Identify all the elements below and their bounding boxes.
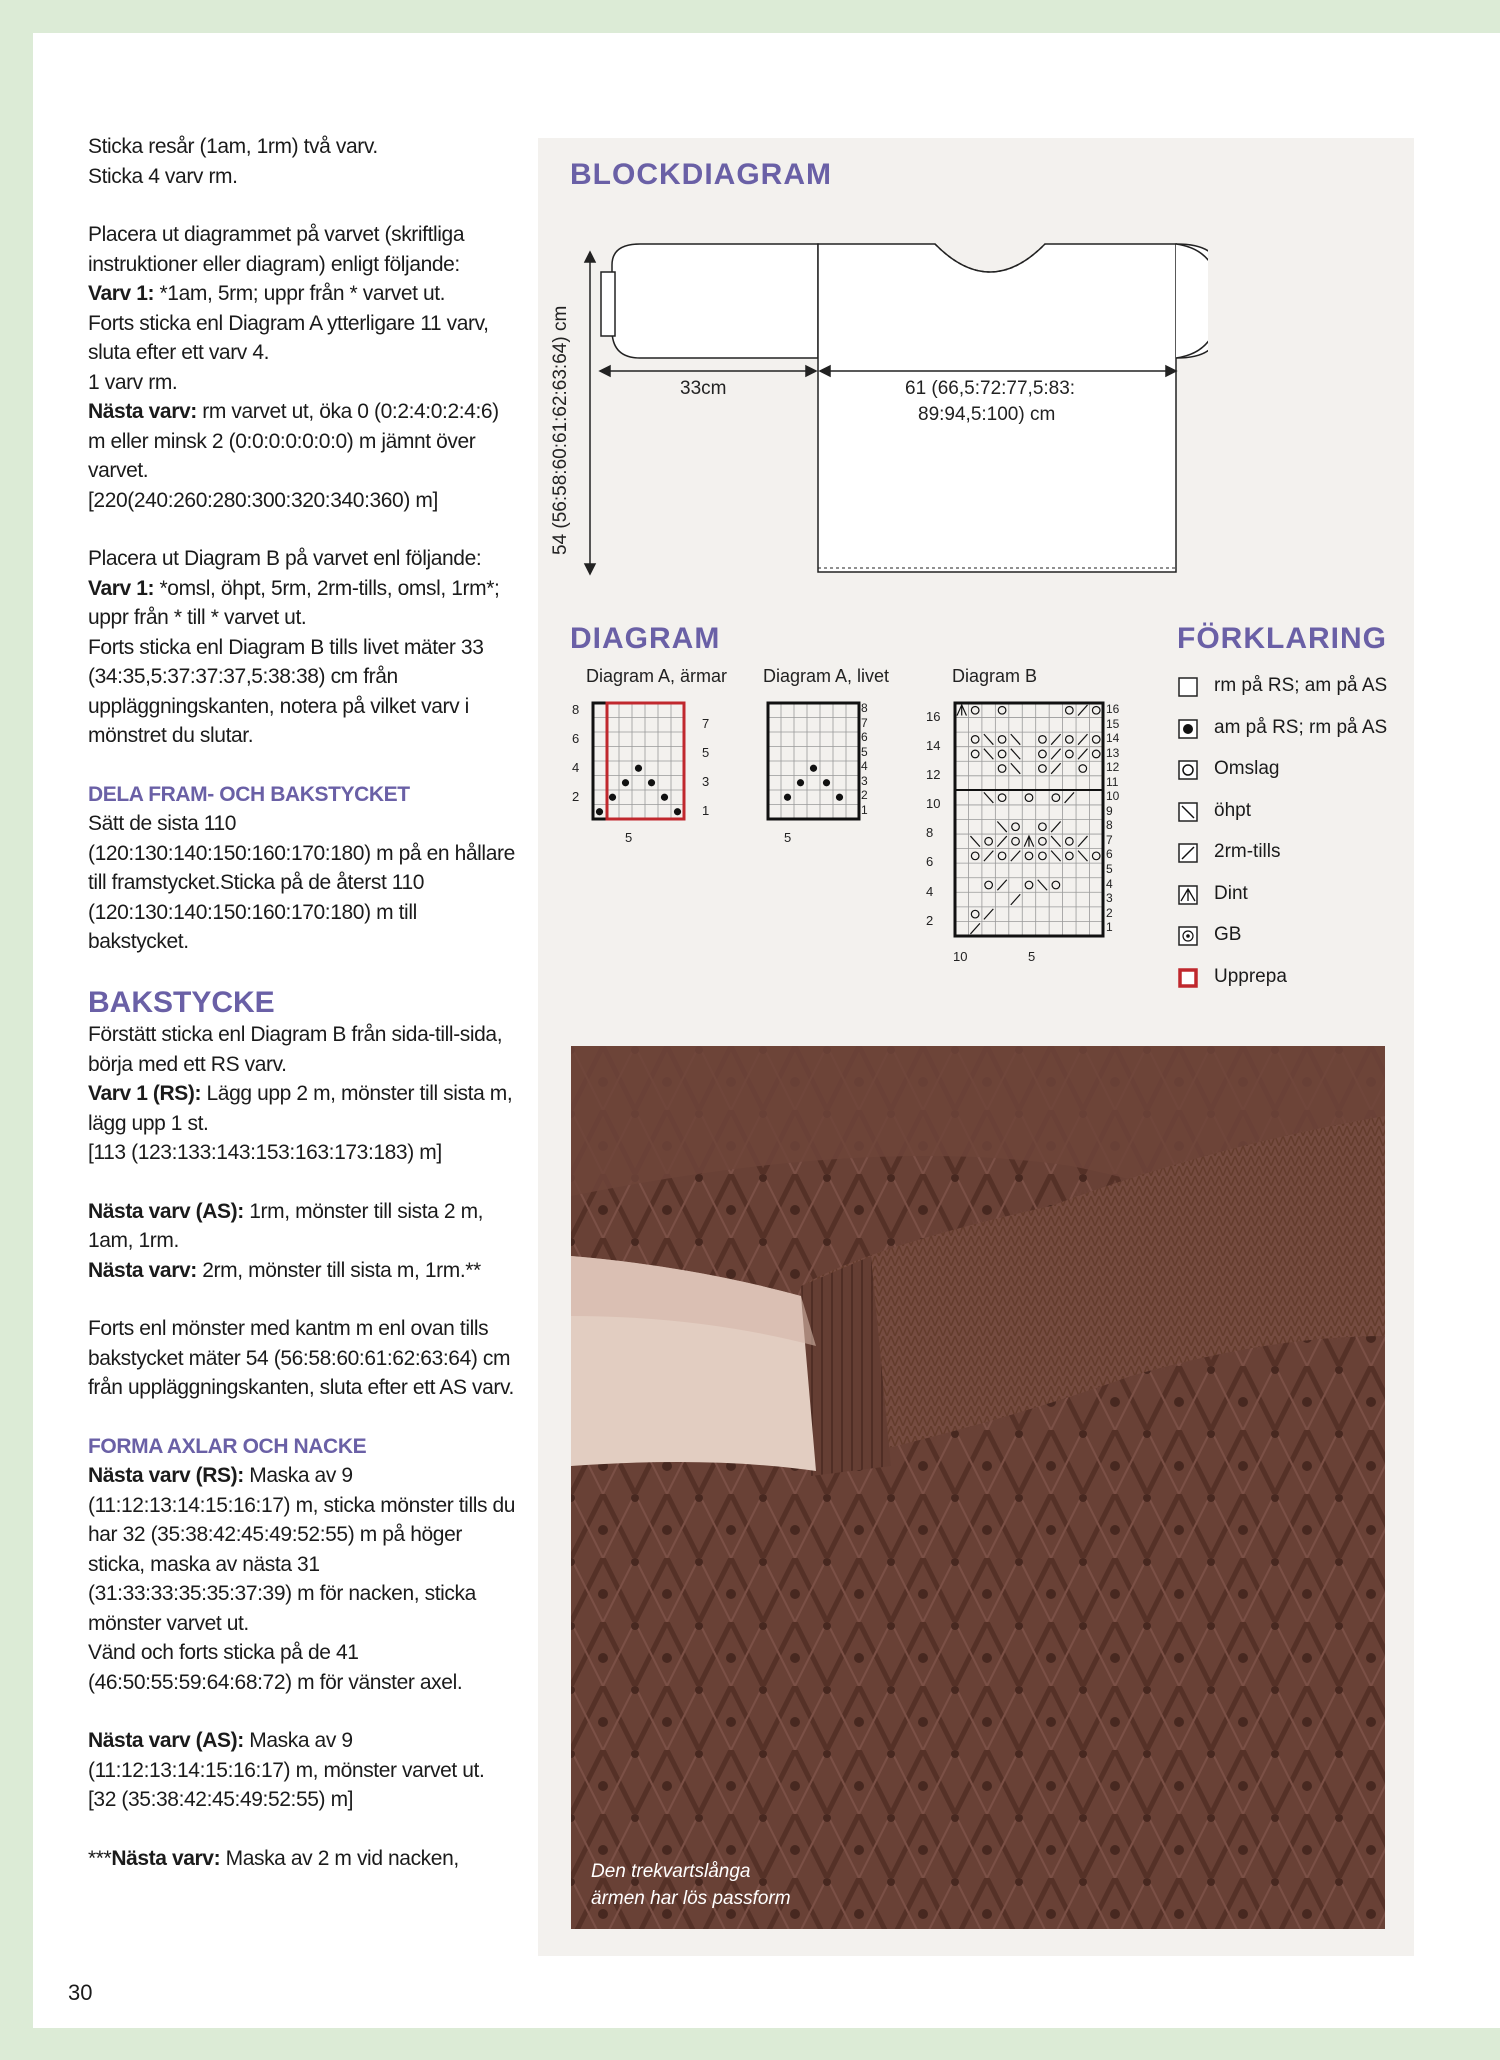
row-label: 6	[926, 854, 934, 870]
yarn-over-symbol	[1012, 838, 1020, 846]
yarn-over-symbol	[1052, 794, 1060, 802]
row-label: 2	[1106, 905, 1113, 920]
yarn-over-symbol	[998, 852, 1006, 860]
photo-caption	[591, 1858, 791, 1912]
text-line: Sticka resår (1am, 1rm) två varv.	[88, 135, 378, 158]
text: Sätt de sista 110 (120:130:140:150:160:170:180) m på en hållare till framstycket.Sticka på de återst 110 (120:130:140:150:160:170:180) m till bakstycket.	[88, 812, 515, 953]
text: ***	[88, 1846, 112, 1870]
row-label: 12	[1106, 760, 1120, 775]
row-label: 6	[861, 730, 868, 744]
text: Placera ut diagrammet på varvet (skriftliga instruktioner eller diagram) enligt följande:	[88, 223, 465, 276]
stitch-count: [220(240:260:280:300:320:340:360) m]	[88, 488, 438, 512]
row-label: 4	[572, 760, 580, 775]
legend-label: GB	[1214, 924, 1242, 945]
text: *1am, 5rm; uppr från * varvet ut.	[154, 282, 446, 305]
width-label-2: 89:94,5:100) cm	[918, 404, 1056, 425]
section-heading: BAKSTYCKE	[88, 985, 275, 1019]
row-label: 5	[861, 744, 868, 759]
subheading: DELA FRAM- OCH BAKSTYCKET	[88, 782, 410, 806]
yarn-over-symbol	[1066, 852, 1074, 860]
paragraph-as2	[88, 1726, 518, 1815]
row-label: 11	[1106, 774, 1119, 789]
dot-stitch	[784, 794, 791, 801]
k2tog-symbol	[1078, 836, 1087, 847]
col-label: 5	[625, 830, 633, 845]
dot-stitch	[797, 779, 804, 786]
row-label: 2	[926, 912, 934, 928]
ssk-symbol	[1011, 734, 1020, 745]
page-number: 30	[68, 1980, 93, 2005]
blockdiagram-title: BLOCKDIAGRAM	[570, 158, 832, 191]
k2tog-symbol	[1065, 792, 1074, 803]
row-label: 16	[926, 709, 941, 724]
row-label: Nästa varv (RS):	[88, 1464, 244, 1487]
row-label: 1	[702, 803, 710, 818]
yarn-over-symbol	[1066, 706, 1074, 714]
row-label: 8	[926, 825, 934, 841]
row-label: 3	[702, 774, 710, 789]
yarn-over-symbol	[998, 794, 1006, 802]
col-label: 5	[1028, 949, 1036, 964]
gb-icon	[1178, 926, 1198, 946]
text: 1rm, mönster till sista 2 m, 1am, 1rm.	[88, 1199, 484, 1252]
ssk-symbol	[1038, 880, 1047, 891]
paragraph-last	[88, 1844, 518, 1874]
text: Placera ut Diagram B på varvet enl följande:	[88, 547, 482, 570]
dot-stitch	[836, 794, 843, 801]
text: Forts sticka enl Diagram A ytterligare 11 varv, sluta efter ett varv 4.	[88, 311, 489, 364]
width-label-1: 61 (66,5:72:77,5:83:	[905, 378, 1076, 399]
row-label: 13	[1106, 745, 1120, 760]
dot-stitch	[823, 779, 830, 786]
row-label: 3	[861, 773, 868, 788]
diagram-a-livet-title: Diagram A, livet	[763, 666, 890, 686]
k2tog-symbol	[997, 836, 1006, 847]
row-label: 1	[861, 802, 868, 817]
row-label: Varv 1:	[88, 576, 155, 600]
diagram-a-armar-chart	[570, 698, 720, 858]
row-label: 14	[1106, 731, 1120, 746]
yarn-over-symbol	[1092, 736, 1100, 744]
row-label: 10	[926, 796, 941, 812]
row-label: 15	[1106, 716, 1120, 731]
row-label: Nästa varv:	[88, 400, 197, 423]
yarn-over-symbol	[1039, 736, 1047, 744]
caption-line: ärmen har lös passform	[591, 1888, 791, 1909]
col-label: 10	[953, 949, 968, 964]
row-label: 7	[702, 716, 710, 731]
ssk-symbol	[970, 836, 979, 847]
dot-stitch	[648, 779, 655, 786]
double-decrease-icon	[1178, 885, 1198, 905]
yarn-over-symbol	[971, 852, 979, 860]
yarn-over-symbol	[1039, 838, 1047, 846]
row-label: 5	[1106, 862, 1113, 877]
yarn-over-symbol	[1039, 823, 1047, 831]
yarn-over-symbol	[1066, 750, 1074, 758]
livet-row-labels	[861, 701, 881, 817]
ssk-symbol	[1051, 851, 1060, 862]
yarn-over-symbol	[1012, 823, 1020, 831]
double-decrease-symbol	[957, 705, 966, 716]
row-label: 6	[572, 731, 580, 746]
paragraph-diagram-a	[88, 220, 518, 515]
row-label: Nästa varv:	[88, 1258, 197, 1282]
left-sleeve	[612, 244, 818, 358]
yarn-over-symbol	[985, 881, 993, 889]
yarn-over-symbol	[1039, 750, 1047, 758]
dot-stitch	[674, 808, 681, 815]
legend-label: am på RS; rm på AS	[1214, 717, 1388, 738]
double-decrease-symbol	[1024, 836, 1033, 847]
row-label: 4	[926, 883, 934, 899]
row-label: 8	[1106, 818, 1113, 833]
k2tog-symbol	[1051, 749, 1060, 760]
yarn-over-symbol	[1052, 881, 1060, 889]
yarn-over-symbol	[1092, 706, 1100, 714]
row-label: 14	[926, 738, 941, 754]
ssk-symbol	[1051, 836, 1060, 847]
row-label: Nästa varv (AS):	[88, 1199, 244, 1223]
section-dela	[88, 780, 518, 957]
ssk-symbol	[997, 821, 1006, 832]
text: *omsl, öhpt, 5rm, 2rm-tills, omsl, 1rm*; uppr från * till * varvet ut.	[88, 576, 500, 629]
section-forma	[88, 1432, 518, 1698]
sweater-schematic	[548, 230, 1208, 590]
row-label: 7	[861, 715, 868, 730]
caption-line: Den trekvartslånga	[591, 1861, 751, 1882]
paragraph-forts	[88, 1314, 518, 1403]
ssk-symbol	[984, 749, 993, 760]
k2tog-symbol	[1078, 749, 1087, 760]
yarn-over-symbol	[998, 750, 1006, 758]
diagram-b-title: Diagram B	[952, 666, 1038, 686]
yarn-over-symbol	[1066, 838, 1074, 846]
yarn-over-symbol	[998, 736, 1006, 744]
dot-stitch	[635, 765, 642, 772]
yarn-over-symbol	[1066, 736, 1074, 744]
yarn-over-symbol	[1025, 881, 1033, 889]
text: Forts enl mönster med kantm m enl ovan tills bakstycket mäter 54 (56:58:60:61:62:63:64) cm från uppläggningskanten, sluta efter ett AS varv.	[88, 1317, 514, 1399]
yarn-over-symbol	[985, 838, 993, 846]
legend-label: öhpt	[1214, 800, 1251, 821]
yarn-over-symbol	[1039, 852, 1047, 860]
instructions-column	[88, 132, 518, 1902]
legend-label: rm på RS; am på AS	[1214, 675, 1388, 696]
k2tog-symbol	[1051, 734, 1060, 745]
dot-stitch	[609, 794, 616, 801]
dot-stitch	[661, 794, 668, 801]
row-label: 3	[1106, 891, 1113, 906]
paragraph-ribbing	[88, 132, 518, 191]
k2tog-symbol	[1051, 763, 1060, 774]
yarn-over-symbol	[971, 736, 979, 744]
diagram-a-armar-title: Diagram A, ärmar	[586, 666, 728, 686]
k2tog-symbol	[1011, 851, 1020, 862]
stitch-count: [113 (123:133:143:153:163:173:183) m]	[88, 1141, 442, 1164]
empty-square-icon	[1178, 677, 1198, 697]
row-label: Nästa varv (AS):	[88, 1729, 244, 1752]
diagram-a-livet-chart	[762, 698, 862, 828]
ssk-symbol	[1011, 763, 1020, 774]
yarn-over-symbol	[998, 765, 1006, 773]
legend-label: Omslag	[1214, 758, 1280, 779]
row-label: 6	[1106, 847, 1113, 862]
yarn-over-symbol	[971, 750, 979, 758]
paragraph-diagram-b	[88, 544, 518, 751]
row-label: 12	[926, 767, 941, 783]
sleeve-length-label: 33cm	[680, 378, 727, 399]
k2tog-symbol	[1051, 821, 1060, 832]
diagram-title: DIAGRAM	[570, 622, 721, 655]
text: Lägg upp 2 m, mönster till sista m, lägg upp 1 st.	[88, 1082, 513, 1135]
k2tog-symbol	[970, 923, 979, 934]
dot-stitch	[810, 765, 817, 772]
col-label: 5	[784, 830, 792, 845]
dot-stitch	[622, 779, 629, 786]
text: Maska av 9 (11:12:13:14:15:16:17) m, sticka mönster tills du har 32 (35:38:42:45:49:52:55) m på höger sticka, maska av nästa 31 (31:33:33:35:35:37:39) m för nacken, sticka mönster varvet ut.	[88, 1464, 516, 1635]
yarn-over-symbol	[998, 706, 1006, 714]
text: rm varvet ut, öka 0 (0:2:4:0:2:4:6) m eller minsk 2 (0:0:0:0:0:0:0) m jämnt över varvet.	[88, 400, 499, 482]
row-label: 5	[702, 745, 710, 760]
repeat-box-icon	[1178, 968, 1198, 988]
row-label: 8	[861, 701, 868, 715]
text: 1 varv rm.	[88, 370, 178, 394]
legend-title: FÖRKLARING	[1177, 622, 1387, 655]
text-line: Sticka 4 varv rm.	[88, 164, 238, 188]
row-label: 1	[1106, 920, 1113, 935]
row-label: 4	[861, 759, 868, 773]
filled-dot-icon	[1178, 719, 1198, 739]
k2tog-symbol	[984, 851, 993, 862]
b-right-row-labels	[1106, 702, 1136, 935]
row-label: 7	[1106, 832, 1113, 847]
row-label: Varv 1 (RS):	[88, 1082, 202, 1105]
text: Förstätt sticka enl Diagram B från sida-till-sida, börja med ett RS varv.	[88, 1023, 503, 1076]
ssk-symbol	[984, 792, 993, 803]
text: Forts sticka enl Diagram B tills livet mäter 33 (34:35,5:37:37:37,5:38:38) cm från uppläggningskanten, notera på vilket varv i mönstret du slutar.	[88, 635, 484, 747]
yarn-over-symbol	[971, 910, 979, 918]
legend-label: 2rm-tills	[1214, 841, 1281, 862]
text: Maska av 9 (11:12:13:14:15:16:17) m, mönster varvet ut.	[88, 1729, 485, 1782]
ssk-symbol	[1011, 749, 1020, 760]
k2tog-symbol	[1078, 734, 1087, 745]
height-label: 54 (56:58:60:61:62:63:64) cm	[550, 305, 571, 555]
ssk-symbol	[984, 734, 993, 745]
dot-stitch	[596, 808, 603, 815]
sweater-photo	[571, 1046, 1385, 1929]
row-label: 8	[572, 702, 580, 717]
row-label: 2	[861, 788, 868, 802]
row-label: 9	[1106, 803, 1113, 818]
k2tog-symbol	[997, 880, 1006, 891]
left-cuff	[601, 272, 615, 336]
knit-texture	[571, 1046, 1385, 1929]
legend-label: Dint	[1214, 883, 1248, 904]
slash-icon	[1178, 843, 1198, 863]
diagram-b-chart	[950, 698, 1110, 943]
yarn-over-symbol	[1079, 765, 1087, 773]
row-label: 10	[1106, 789, 1120, 804]
backslash-icon	[1178, 802, 1198, 822]
ssk-symbol	[1078, 851, 1087, 862]
yarn-over-symbol	[971, 706, 979, 714]
row-label: Nästa varv:	[111, 1846, 221, 1870]
text: 2rm, mönster till sista m, 1rm.**	[196, 1258, 481, 1282]
text: Maska av 2 m vid nacken,	[220, 1846, 459, 1870]
paragraph-as	[88, 1197, 518, 1286]
circle-icon	[1178, 760, 1198, 780]
row-label: 16	[1106, 702, 1120, 716]
b-left-row-labels	[926, 702, 956, 935]
yarn-over-symbol	[1039, 765, 1047, 773]
legend-label: Upprepa	[1214, 966, 1287, 987]
k2tog-symbol	[1078, 705, 1087, 716]
k2tog-symbol	[1011, 894, 1020, 905]
section-bakstycke	[88, 986, 518, 1168]
gb-symbol	[1025, 852, 1033, 860]
row-label: 2	[572, 789, 580, 804]
k2tog-symbol	[984, 909, 993, 920]
stitch-count: [32 (35:38:42:45:49:52:55) m]	[88, 1788, 354, 1811]
text: Vänd och forts sticka på de 41 (46:50:55:59:64:68:72) m för vänster axel.	[88, 1641, 463, 1694]
subheading: FORMA AXLAR OCH NACKE	[88, 1434, 367, 1458]
row-label: Varv 1:	[88, 282, 155, 305]
yarn-over-symbol	[1025, 794, 1033, 802]
yarn-over-symbol	[1092, 750, 1100, 758]
yarn-over-symbol	[1092, 852, 1100, 860]
row-label: 4	[1106, 876, 1113, 891]
